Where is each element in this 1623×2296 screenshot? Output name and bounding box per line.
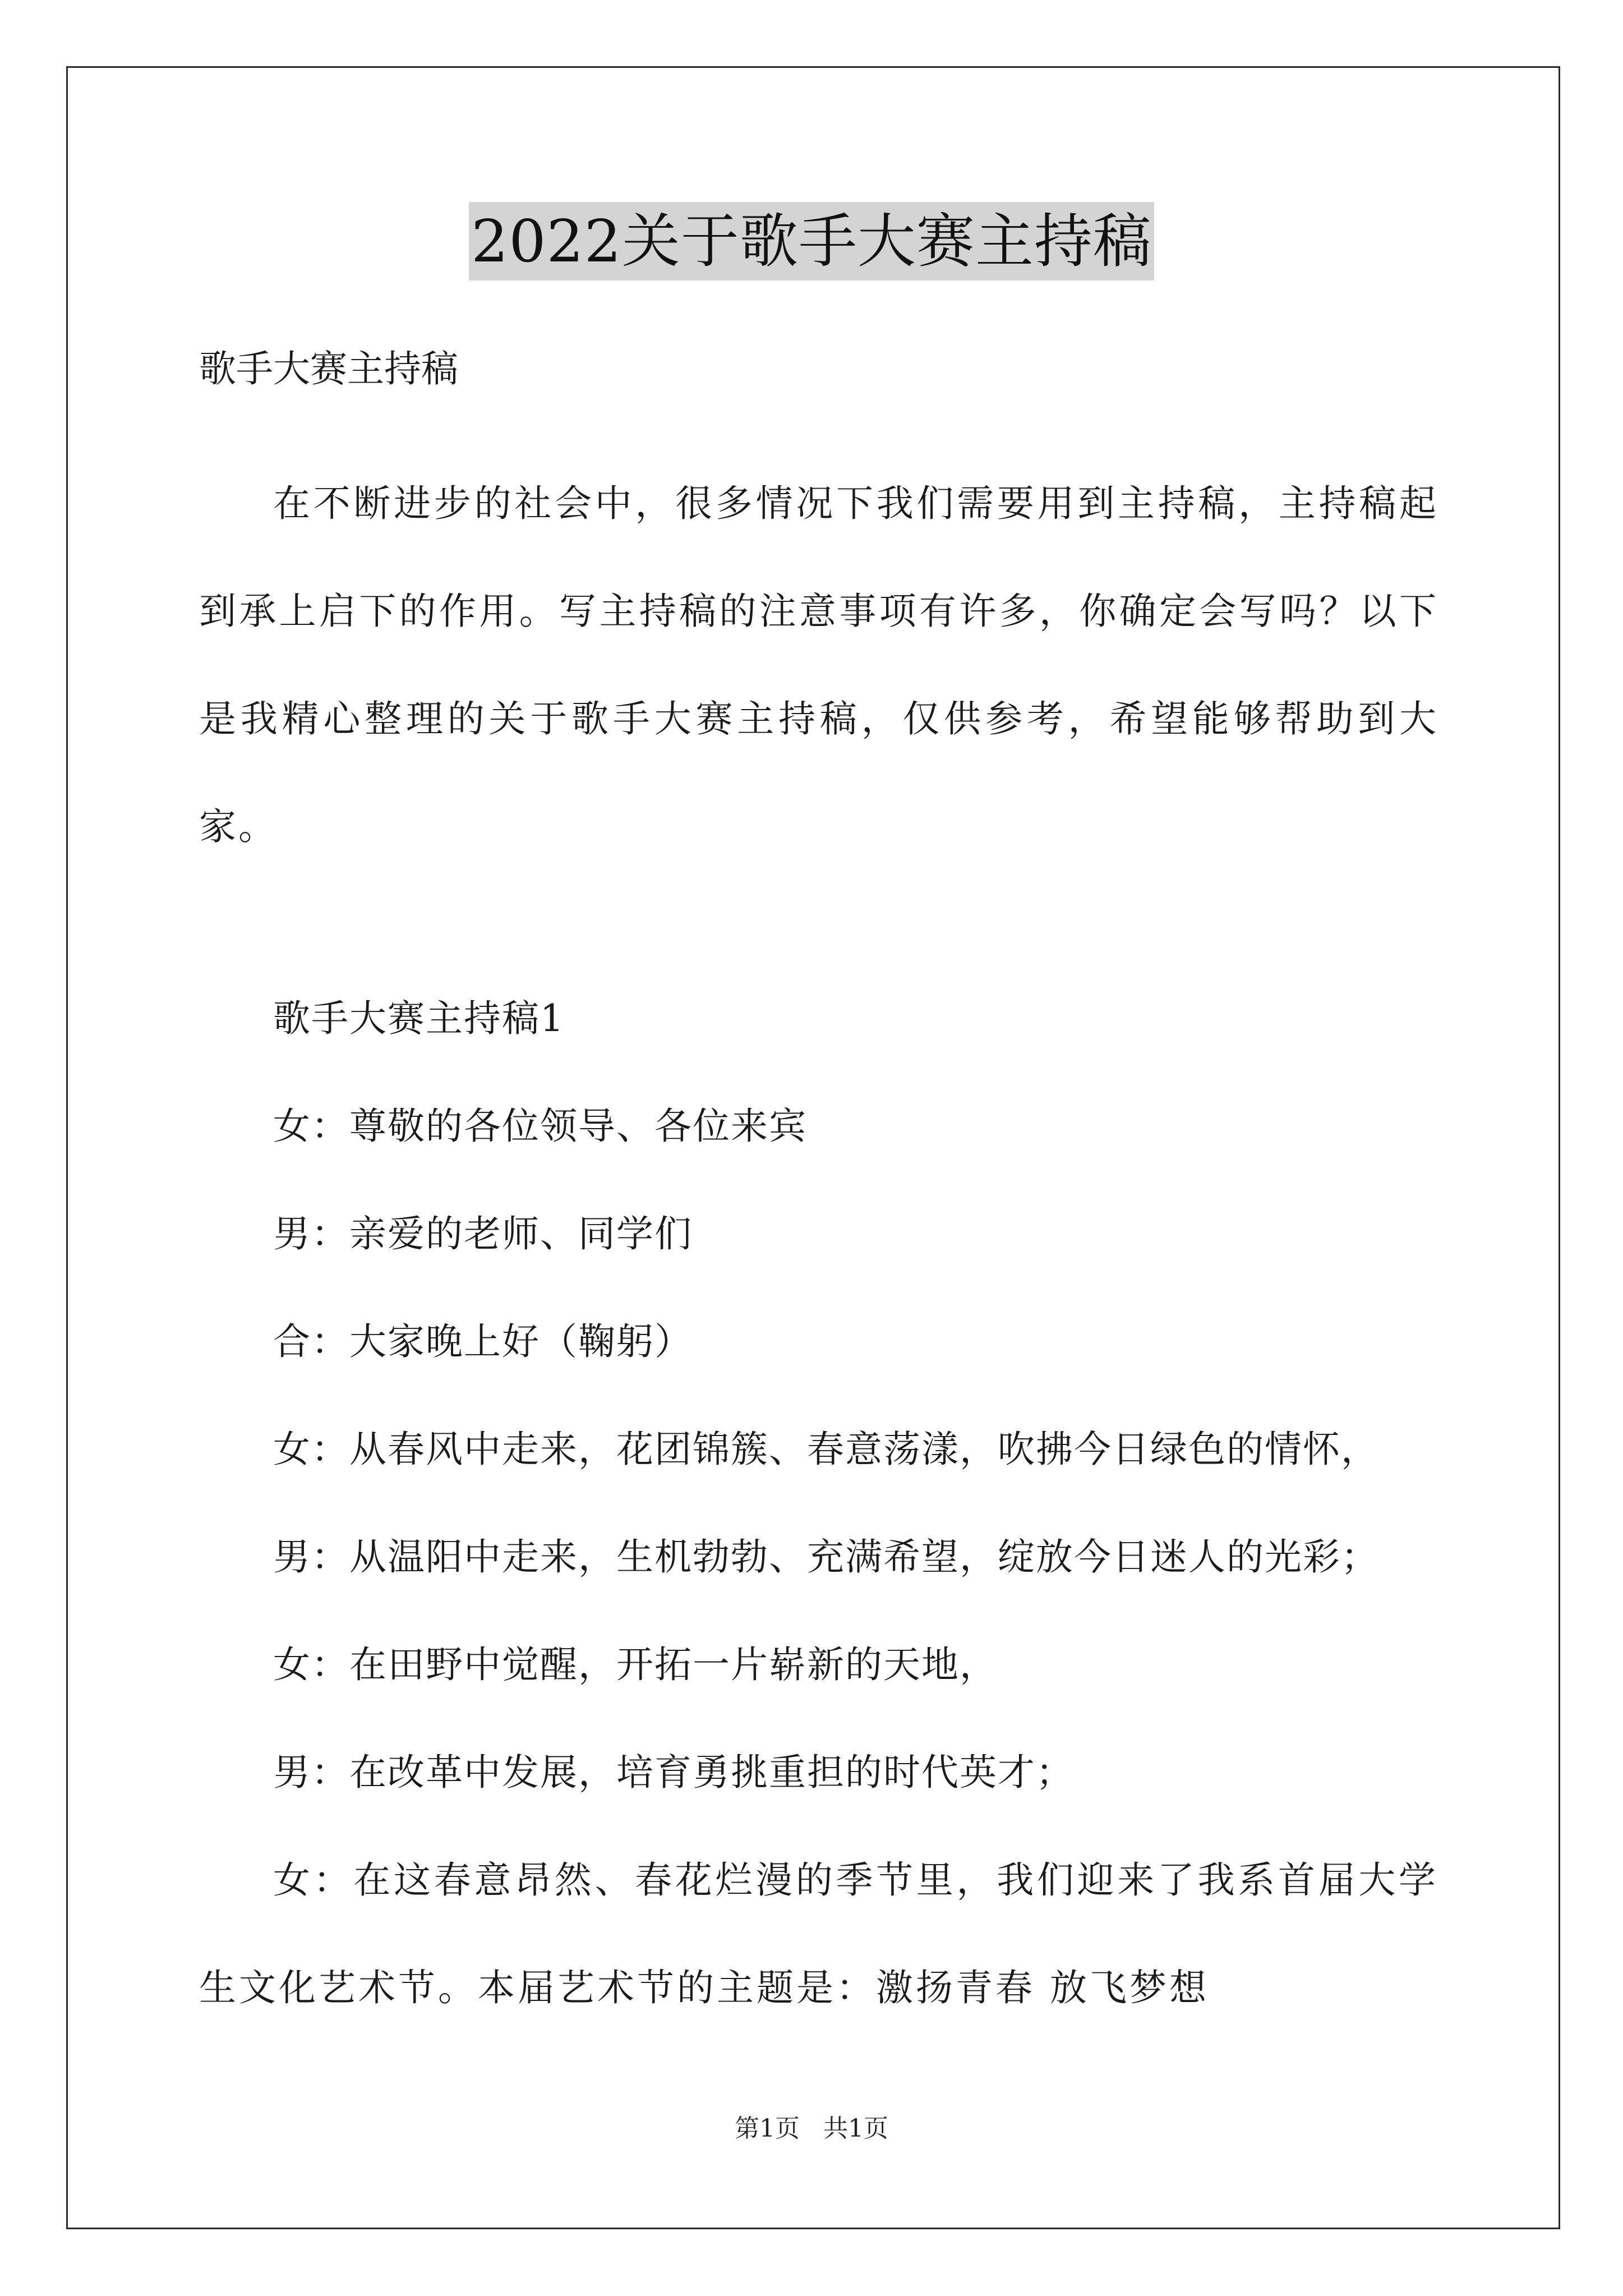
section-heading: 歌手大赛主持稿1 <box>273 997 565 1040</box>
script-line: 男：在改革中发展，培育勇挑重担的时代英才； <box>273 1751 1074 1794</box>
script-paragraph: 女：在这春意昂然、春花烂漫的季节里，我们迎来了我系首届大学生文化艺术节。本届艺术节的主题是：激扬青春 放飞梦想 <box>199 1858 1438 2009</box>
script-line: 男：亲爱的老师、同学们 <box>273 1212 693 1255</box>
script-line: 合：大家晚上好（鞠躬） <box>273 1320 693 1363</box>
document-subtitle: 歌手大赛主持稿 <box>199 347 458 390</box>
intro-paragraph: 在不断进步的社会中，很多情况下我们需要用到主持稿，主持稿起到承上启下的作用。写主持稿的注意事项有许多，你确定会写吗？以下是我精心整理的关于歌手大赛主持稿，仅供参考，希望能够帮助到大家。 <box>199 482 1438 848</box>
page-footer: 第1页 共1页 <box>735 2114 888 2143</box>
title-container <box>0 202 1623 280</box>
document-body <box>199 342 1438 2042</box>
script-line: 女：尊敬的各位领导、各位来宾 <box>273 1105 807 1148</box>
script-line: 女：在田野中觉醒，开拓一片崭新的天地， <box>273 1643 998 1686</box>
script-line: 男：从温阳中走来，生机勃勃、充满希望，绽放今日迷人的光彩； <box>273 1535 1379 1579</box>
section-1 <box>199 965 1438 2042</box>
document-title: 2022关于歌手大赛主持稿 <box>469 202 1154 280</box>
script-line: 女：从春风中走来，花团锦簇、春意荡漾，吹拂今日绿色的情怀， <box>273 1428 1379 1471</box>
